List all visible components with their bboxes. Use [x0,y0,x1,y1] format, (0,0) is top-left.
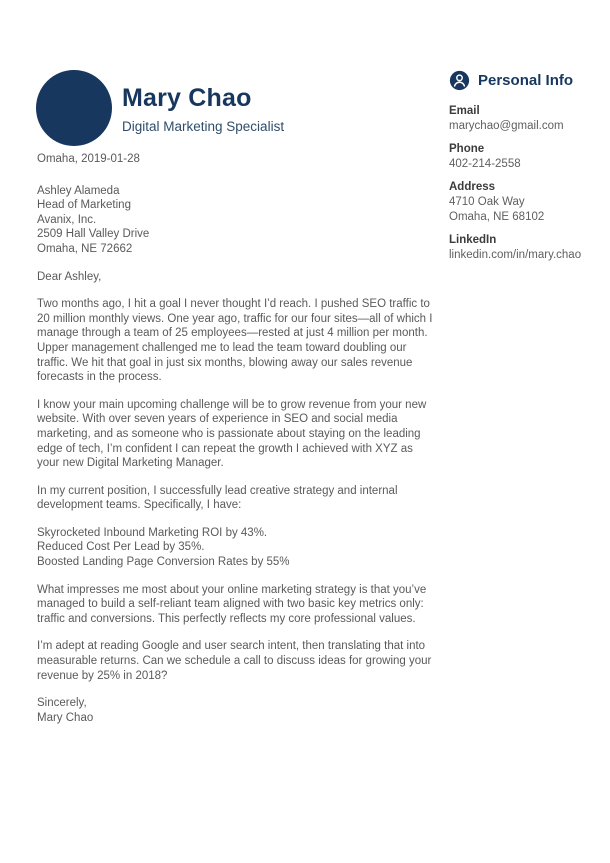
date-line: Omaha, 2019-01-28 [37,153,140,165]
paragraph: In my current position, I successfully lead creative strategy and internal development teams. Specifically, I have: [37,484,398,512]
achievement-line: Reduced Cost Per Lead by 35%. [37,541,205,554]
paragraph: I’m adept at reading Google and user search intent, then translating that into measurable returns. Can we schedule a call to discuss ideas for growing your revenue by 25% in 2018? [37,640,432,682]
field-value: Omaha, NE 68102 [449,211,545,223]
field-linkedin [449,233,607,263]
avatar [36,70,112,146]
salutation: Dear Ashley, [37,270,102,283]
field-address [449,180,607,225]
field-email [449,104,607,134]
person-name: Mary Chao [122,84,252,112]
personal-info-heading [449,70,607,91]
paragraph: Two months ago, I hit a goal I never thought I’d reach. I pushed SEO traffic to 20 million monthly views. One year ago, traffic for our four sites—all of which I manage through a team of 25 employees—rested at just 4 million per month. Upper management challenged me to lead the team toward doubling our traffic. We hit that goal in just six months, blowing away our sales revenue forecasts in the process. [37,298,433,384]
paragraph: What impresses me most about your online marketing strategy is that you’ve managed to build a self-reliant team aligned with two basic key metrics only: traffic and conversions. This perfectly reflects my core professional values. [37,583,427,625]
recipient-line: Avanix, Inc. [37,213,97,226]
field-label: Email [449,105,480,117]
recipient-line: Ashley Alameda [37,184,120,197]
recipient-line: Head of Marketing [37,199,131,212]
personal-info-panel [449,70,607,271]
personal-info-title: Personal Info [478,72,574,89]
closing: Sincerely, [37,697,87,710]
field-value: linkedin.com/in/mary.chao [449,249,582,261]
letter-body [37,152,436,725]
achievement-list [37,526,436,570]
closing-block [37,696,436,725]
recipient-line: Omaha, NE 72662 [37,242,133,255]
paragraph: I know your main upcoming challenge will be to grow revenue from your new website. With over seven years of experience in SEO and social media marketing, and as someone who is passionate about staying on the leading edge of tech, I’m confident I can repeat the growth I achieved with XYZ as your new Digital Marketing Manager. [37,398,427,470]
field-label: Phone [449,143,485,155]
achievement-line: Boosted Landing Page Conversion Rates by 55% [37,556,290,569]
achievement-line: Skyrocketed Inbound Marketing ROI by 43%. [37,526,268,539]
field-label: LinkedIn [449,234,497,246]
field-phone [449,142,607,172]
recipient-line: 2509 Hall Valley Drive [37,228,150,241]
person-icon [449,70,470,91]
recipient-block [37,184,436,257]
field-label: Address [449,181,496,193]
person-job-title: Digital Marketing Specialist [122,119,285,134]
signature: Mary Chao [37,711,94,724]
field-value: 4710 Oak Way [449,196,525,208]
field-value: marychao@gmail.com [449,120,564,132]
field-value: 402-214-2558 [449,158,521,170]
